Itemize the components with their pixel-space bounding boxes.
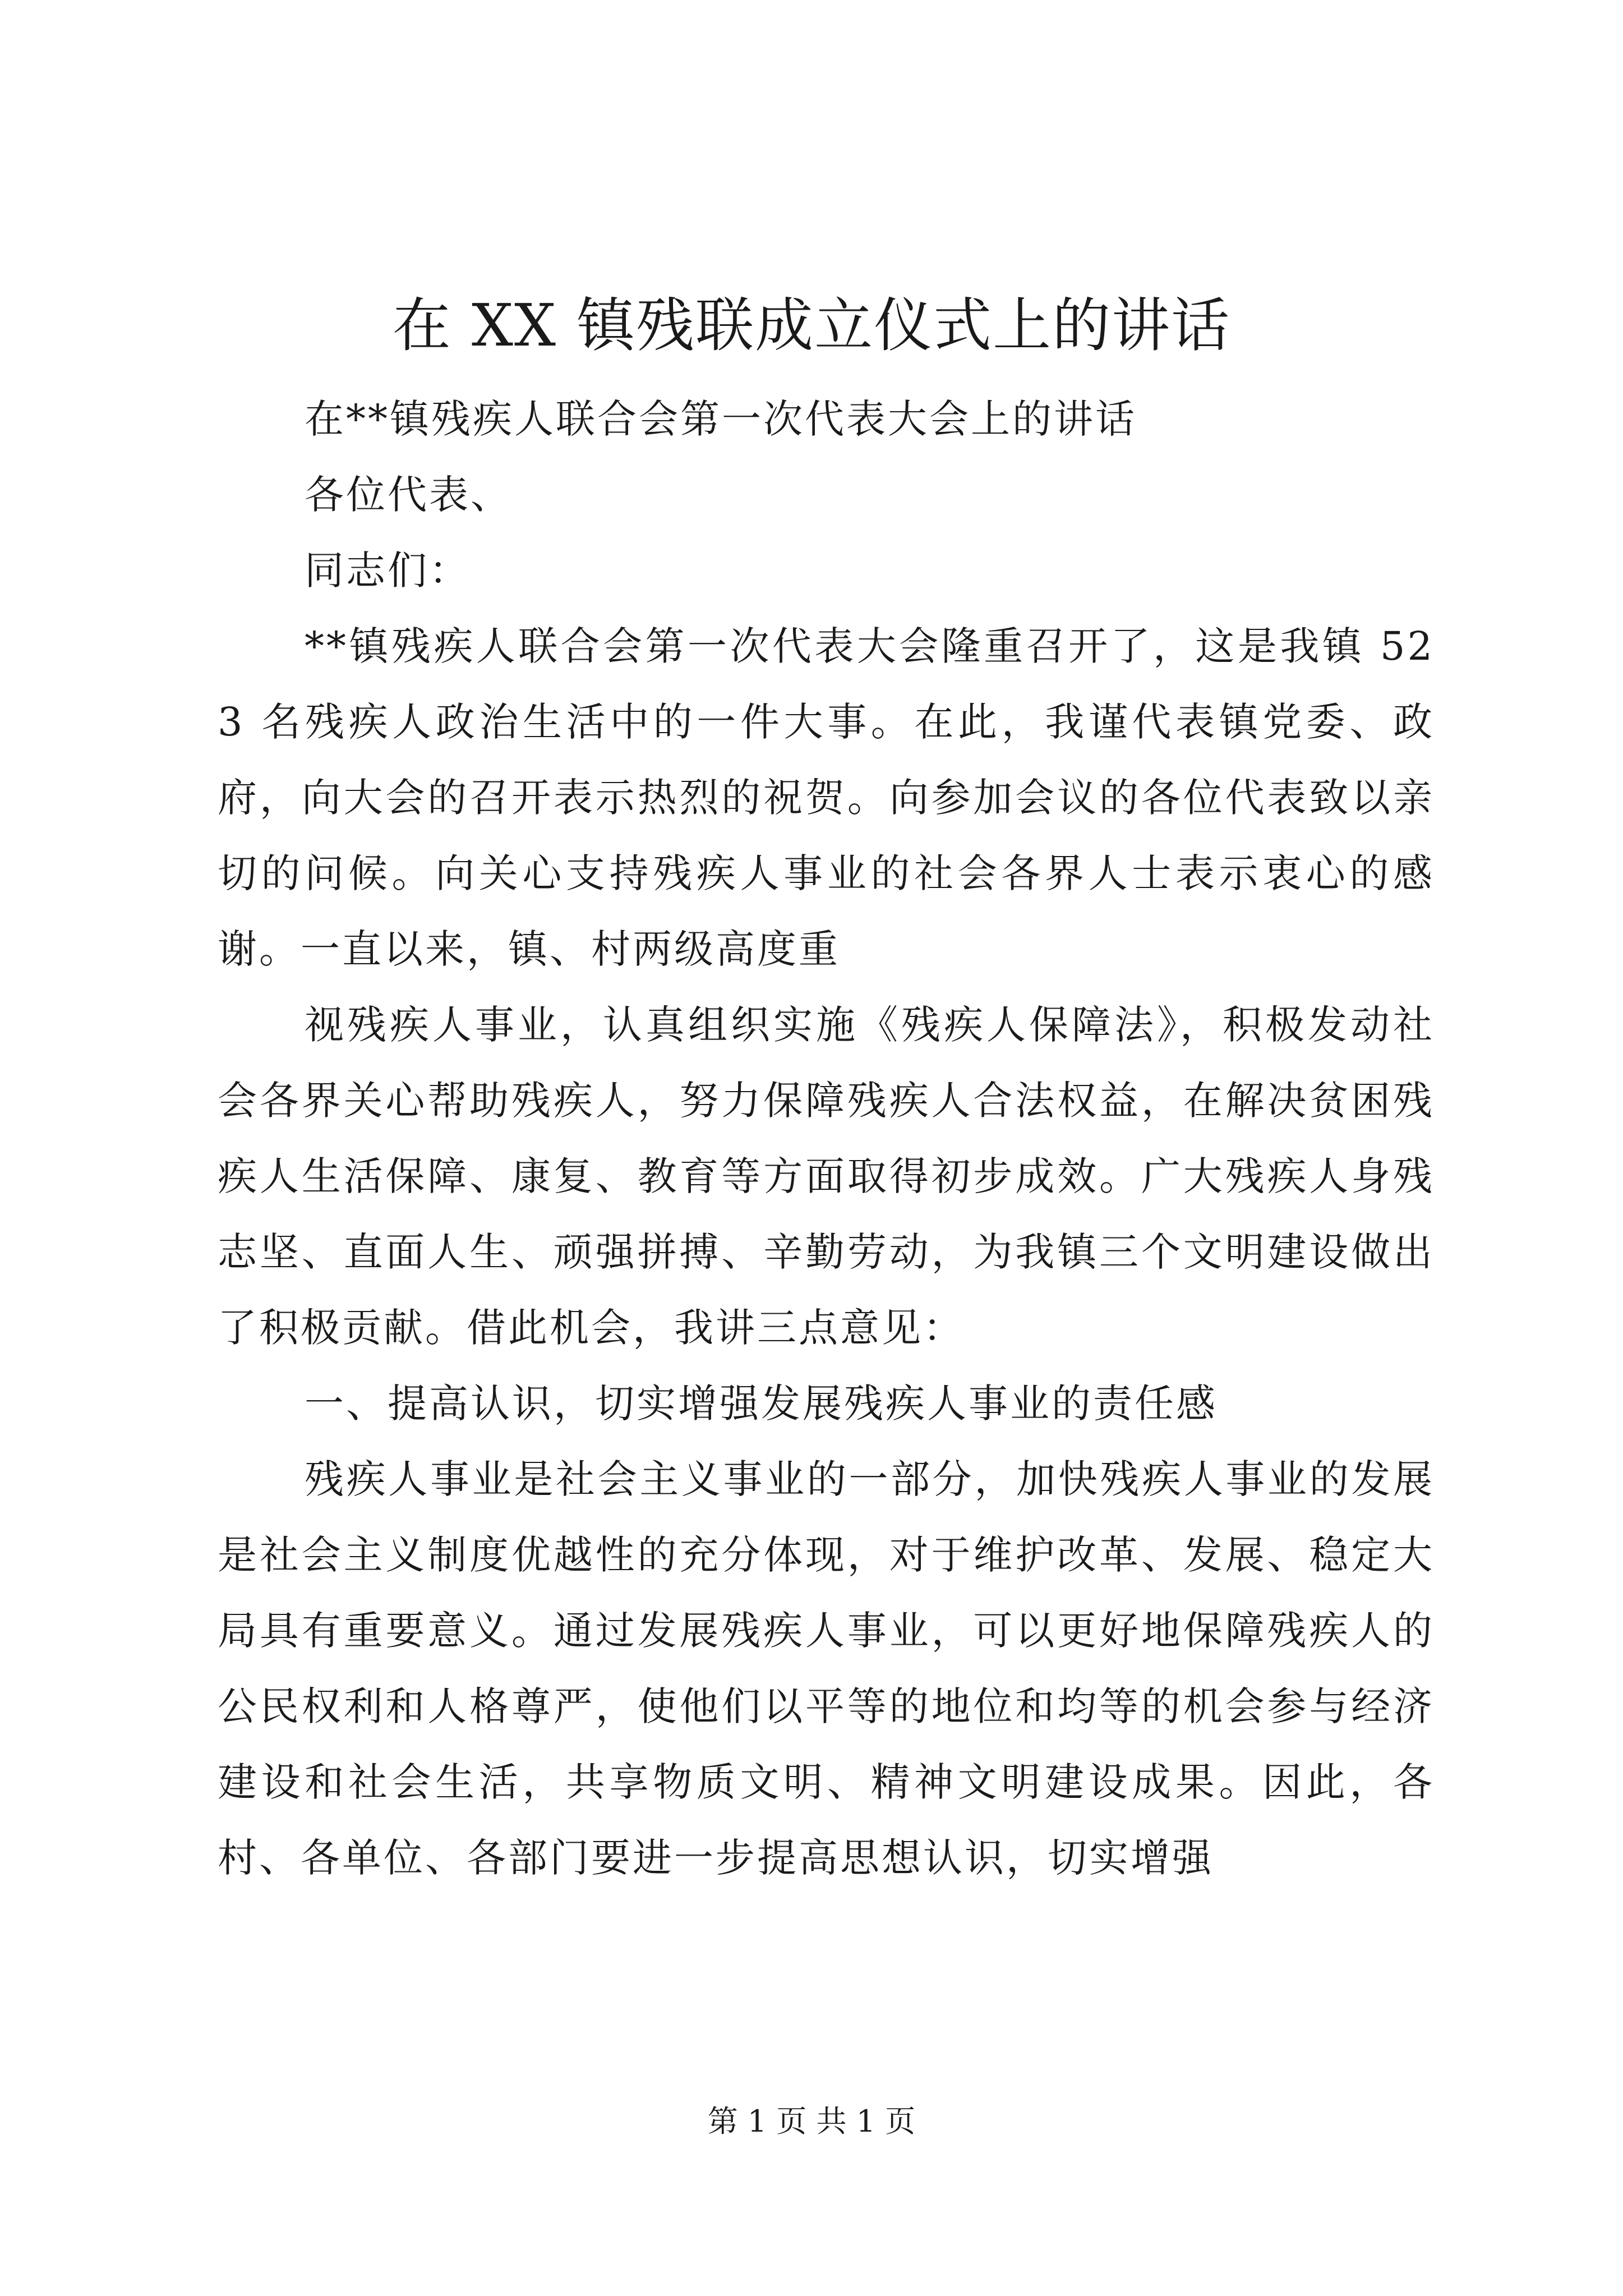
speech-subtitle: 在**镇残疾人联合会第一次代表大会上的讲话 [305,396,1137,442]
body-paragraph: 视残疾人事业，认真组织实施《残疾人保障法》，积极发动社会各界关心帮助残疾人，努力保障残疾人合法权益，在解决贫困残疾人生活保障、康复、教育等方面取得初步成效。广大残疾人身残志坚、直面人生、顽强拼搏、辛勤劳动，为我镇三个文明建设做出了积极贡献。借此机会，我讲三点意见： [218,1002,1435,1351]
body-paragraph: 残疾人事业是社会主义事业的一部分，加快残疾人事业的发展是社会主义制度优越性的充分体现，对于维护改革、发展、稳定大局具有重要意义。通过发展残疾人事业，可以更好地保障残疾人的公民权利和人格尊严，使他们以平等的地位和均等的机会参与经济建设和社会生活，共享物质文明、精神文明建设成果。因此，各村、各单位、各部门要进一步提高思想认识，切实增强 [218,1456,1435,1881]
salutation-line-1: 各位代表、 [305,472,512,518]
document-title: 在 XX 镇残联成立仪式上的讲话 [392,291,1231,360]
page-footer: 第 1 页 共 1 页 [707,2104,916,2139]
salutation-line-2: 同志们： [305,547,471,593]
body-paragraph: **镇残疾人联合会第一次代表大会隆重召开了，这是我镇 523 名残疾人政治生活中的一件大事。在此，我谨代表镇党委、政府，向大会的召开表示热烈的祝贺。向参加会议的各位代表致以亲切的问候。向关心支持残疾人事业的社会各界人士表示衷心的感谢。一直以来，镇、村两级高度重 [218,623,1435,972]
document-body [218,381,1435,1896]
section-heading: 一、提高认识，切实增强发展残疾人事业的责任感 [305,1381,1218,1427]
